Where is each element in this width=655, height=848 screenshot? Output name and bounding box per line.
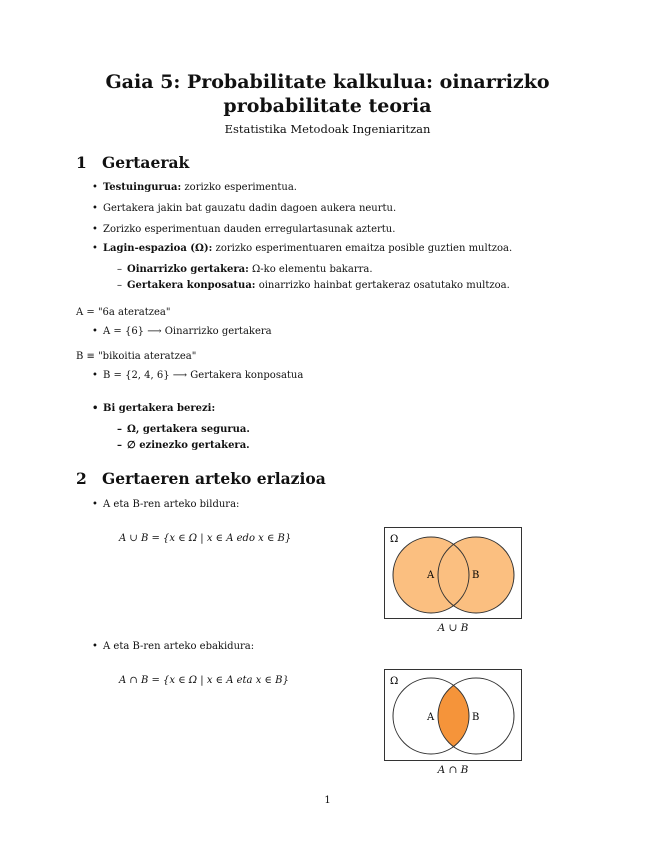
list-item — [103, 182, 297, 193]
omega-label: Ω — [390, 676, 399, 687]
item-text: zorizko esperimentuaren emaitza posible guztien multzoa. — [215, 243, 513, 254]
item-text: zorizko esperimentua. — [184, 182, 297, 193]
page-subtitle: Estatistika Metodoak Ingeniaritzan — [224, 122, 431, 136]
sub-list-item — [127, 264, 373, 275]
section-2-title: Gertaeren arteko erlazioa — [102, 469, 326, 488]
union-venn-diagram — [384, 527, 522, 619]
section-2-heading — [76, 469, 326, 488]
item-text: Zorizko esperimentuan dauden erregulartasunak aztertu. — [103, 224, 396, 235]
section-2-number: 2 — [76, 469, 87, 488]
list-item — [103, 243, 512, 254]
special-sure: – Ω, gertakera segurua. — [127, 424, 250, 435]
sub-list-item — [127, 280, 510, 291]
set-a-label: A — [427, 712, 435, 723]
item-text: oinarrizko hainbat gertakeraz osatutako multzoa. — [258, 280, 510, 291]
example-b-definition: B ≡ "bikoitia ateratzea" — [76, 351, 197, 362]
item-label: Gertakera konposatua: — [127, 280, 256, 291]
item-text: Gertakera jakin bat gauzatu dadin dagoen aukera neurtu. — [103, 203, 397, 214]
intersection-label: • A eta B-ren arteko ebakidura: — [103, 641, 254, 652]
example-a-item: • A = {6} ⟶ Oinarrizko gertakera — [103, 326, 272, 337]
special-impossible: – ∅ ezinezko gertakera. — [127, 440, 250, 451]
intersection-caption: A ∩ B — [437, 764, 469, 776]
page-number: 1 — [324, 795, 331, 806]
omega-label: Ω — [390, 534, 399, 545]
set-b-label: B — [472, 570, 480, 581]
section-1-number: 1 — [76, 153, 87, 172]
union-label: • A eta B-ren arteko bildura: — [103, 499, 239, 510]
union-caption: A ∪ B — [437, 622, 469, 634]
list-item — [103, 203, 396, 214]
example-a-definition: A = "6a ateratzea" — [76, 307, 171, 318]
set-a-label: A — [427, 570, 435, 581]
item-label: Lagin-espazioa (Ω): — [103, 243, 213, 254]
list-item — [103, 224, 395, 235]
special-heading: • Bi gertakera berezi: — [103, 403, 215, 414]
item-text: Ω-ko elementu bakarra. — [252, 264, 373, 275]
example-b-item: • B = {2, 4, 6} ⟶ Gertakera konposatua — [103, 370, 303, 381]
page-title: Gaia 5: Probabilitate kalkulua: oinarrizko probabilitate teoria — [105, 71, 550, 117]
union-formula: A ∪ B = {x ∈ Ω | x ∈ A edo x ∈ B} — [119, 533, 292, 544]
item-label: Testuingurua: — [103, 182, 182, 193]
item-label: Oinarrizko gertakera: — [127, 264, 249, 275]
set-b-label: B — [472, 712, 480, 723]
section-1-heading — [76, 153, 189, 172]
intersection-venn-diagram — [384, 669, 522, 761]
section-1-title: Gertaerak — [102, 153, 190, 172]
intersection-formula: A ∩ B = {x ∈ Ω | x ∈ A eta x ∈ B} — [119, 675, 289, 686]
